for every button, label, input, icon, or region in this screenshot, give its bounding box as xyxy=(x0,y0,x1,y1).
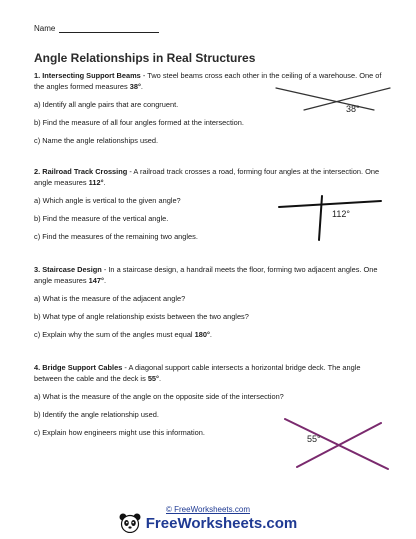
problem-3-heading: Staircase Design xyxy=(42,265,102,274)
problem-2-question-b: b) Find the measure of the vertical angle. xyxy=(34,214,169,223)
panda-logo-icon xyxy=(119,513,141,533)
name-blank-line[interactable] xyxy=(59,24,159,33)
page-title: Angle Relationships in Real Structures xyxy=(34,51,256,65)
problem-1-question-a: a) Identify all angle pairs that are congruent. xyxy=(34,100,179,109)
problem-4-intro: 4. Bridge Support Cables - A diagonal support cable intersects a horizontal bridge deck. The angle between the cable and the deck is 55°. xyxy=(34,363,361,383)
problem-4-value: 55° xyxy=(147,374,159,383)
problem-3-question-b: b) What type of angle relationship exists between the two angles? xyxy=(34,312,249,321)
railroad-line xyxy=(319,196,322,240)
problem-1-figure xyxy=(274,80,394,120)
problem-1-heading: Intersecting Support Beams xyxy=(42,71,141,80)
problem-3-question-c: c) Explain why the sum of the angles must equal 180°. xyxy=(34,330,212,339)
name-label: Name xyxy=(34,24,56,33)
problem-3 xyxy=(34,264,389,340)
problem-1-angle-label: 38° xyxy=(346,104,360,114)
problem-2-question-a: a) Which angle is vertical to the given angle? xyxy=(34,196,181,205)
problem-1-value: 38° xyxy=(129,82,141,91)
problem-4-angle-label: 55° xyxy=(307,434,321,444)
footer-brand[interactable] xyxy=(0,513,416,533)
problem-4-question-a: a) What is the measure of the angle on the opposite side of the intersection? xyxy=(34,392,284,401)
problem-2-intro: 2. Railroad Track Crossing - A railroad track crosses a road, forming four angles at the intersection. One angle measures 112°. xyxy=(34,167,380,187)
problem-4-question-c: c) Explain how engineers might use this information. xyxy=(34,428,205,437)
footer-brand-text: FreeWorksheets.com xyxy=(145,514,298,532)
road-line xyxy=(279,201,381,207)
problem-3-question-a: a) What is the measure of the adjacent angle? xyxy=(34,294,186,303)
problem-2-figure xyxy=(277,194,387,242)
problem-4-heading: Bridge Support Cables xyxy=(42,363,123,372)
problem-1-intro: 1. Intersecting Support Beams - Two steel beams cross each other in the ceiling of a warehouse. One of the angles formed measures 38°. xyxy=(34,71,382,91)
problem-4-figure xyxy=(283,415,393,475)
problem-2-heading: Railroad Track Crossing xyxy=(42,167,128,176)
problem-2-angle-label: 112° xyxy=(332,209,350,219)
footer-copyright-link[interactable]: © FreeWorksheets.com xyxy=(166,505,250,514)
problem-2-value: 112° xyxy=(88,178,104,187)
problem-4-question-b: b) Identify the angle relationship used. xyxy=(34,410,159,419)
problem-3-value: 147° xyxy=(88,276,104,285)
problem-1-question-b: b) Find the measure of all four angles formed at the intersection. xyxy=(34,118,244,127)
problem-3-intro: 3. Staircase Design - In a staircase design, a handrail meets the floor, forming two adjacent angles. One angle measures 147°. xyxy=(34,265,378,285)
problem-2-question-c: c) Find the measures of the remaining two angles. xyxy=(34,232,198,241)
problem-1-question-c: c) Name the angle relationships used. xyxy=(34,136,159,145)
name-field xyxy=(34,24,159,33)
